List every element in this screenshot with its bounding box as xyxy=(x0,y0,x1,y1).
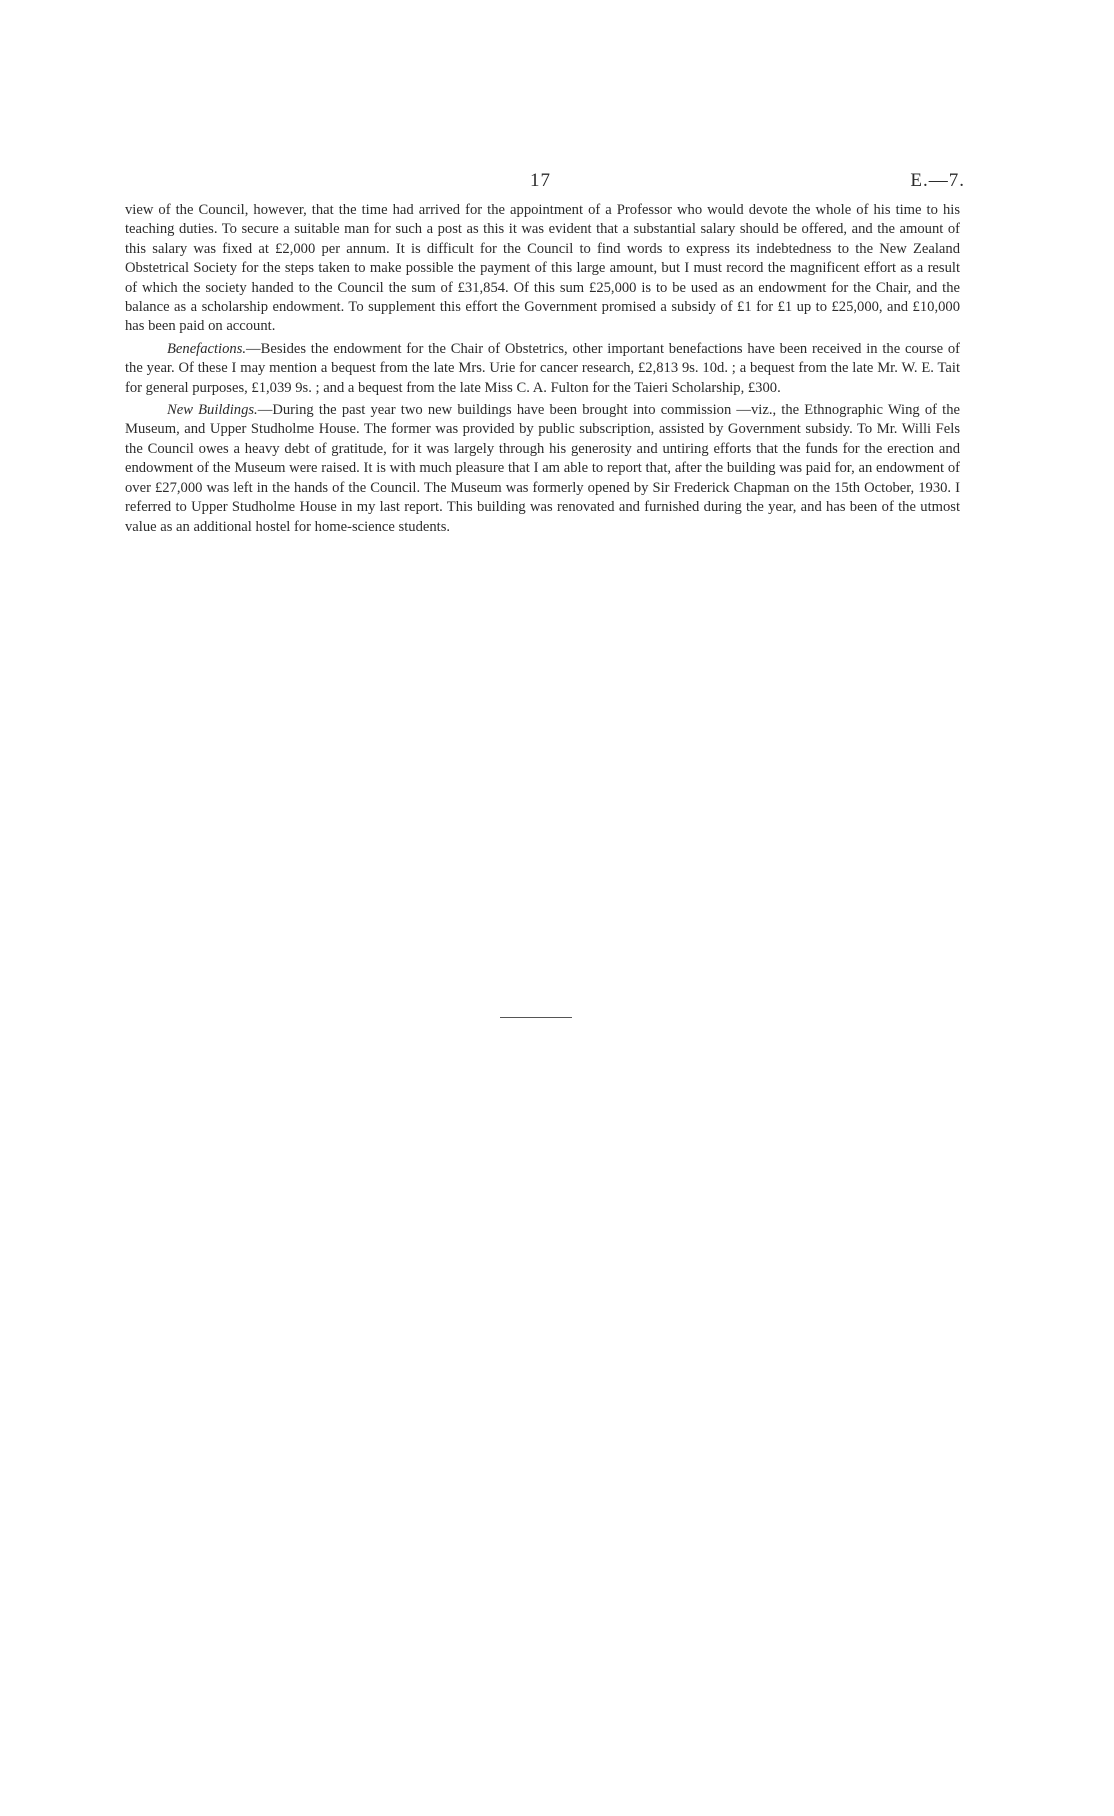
page-header xyxy=(125,170,965,196)
benefactions-body: —Besides the endowment for the Chair of Obstetrics, other important benefactions have been received in the course of the year. Of these I may mention a bequest from the late Mrs. Urie for cancer research, £2,813 9s. 10d. ; a bequest from the late Mr. W. E. Tait for general purposes, £1,039 9s. ; and a bequest from the late Miss C. A. Fulton for the Taieri Scholarship, £300. xyxy=(125,340,960,396)
benefactions-heading: Benefactions. xyxy=(167,340,247,357)
document-reference: E.—7. xyxy=(910,170,965,191)
end-rule xyxy=(500,1017,572,1018)
new-buildings-body: —During the past year two new buildings have been brought into commission —viz., the Ethnographic Wing of the Museum, and Upper Studholme House. The former was provided by public subscription, assisted by Government subsidy. To Mr. Willi Fels the Council owes a heavy debt of gratitude, for it was largely through his generosity and untiring efforts that the funds for the erection and endowment of the Museum were raised. It is with much pleasure that I am able to report that, after the building was paid for, an endowment of over £27,000 was left in the hands of the Council. The Museum was formerly opened by Sir Frederick Chapman on the 15th October, 1930. I referred to Upper Studholme House in my last report. This building was renovated and furnished during the year, and has been of the utmost value as an additional hostel for home-science students. xyxy=(125,402,960,535)
page-number: 17 xyxy=(530,170,551,191)
paragraph-benefactions xyxy=(125,340,960,398)
paragraph-council-salary: view of the Council, however, that the time had arrived for the appointment of a Professor who would devote the whole of his time to his teaching duties. To secure a suitable man for such a post as this it was evident that a substantial salary should be offered, and the amount of this salary was fixed at £2,000 per annum. It is difficult for the Council to find words to express its indebtedness to the New Zealand Obstetrical Society for the steps taken to make possible the payment of this large amount, but I must record the magnificent effort as a result of which the society handed to the Council the sum of £31,854. Of this sum £25,000 is to be used as an endowment for the Chair, and the balance as a scholarship endowment. To supplement this effort the Government promised a subsidy of £1 for £1 up to £25,000, and £10,000 has been paid on account. xyxy=(125,202,960,335)
new-buildings-heading: New Buildings. xyxy=(167,402,258,419)
paragraph-new-buildings xyxy=(125,401,960,537)
body-text xyxy=(125,201,960,540)
